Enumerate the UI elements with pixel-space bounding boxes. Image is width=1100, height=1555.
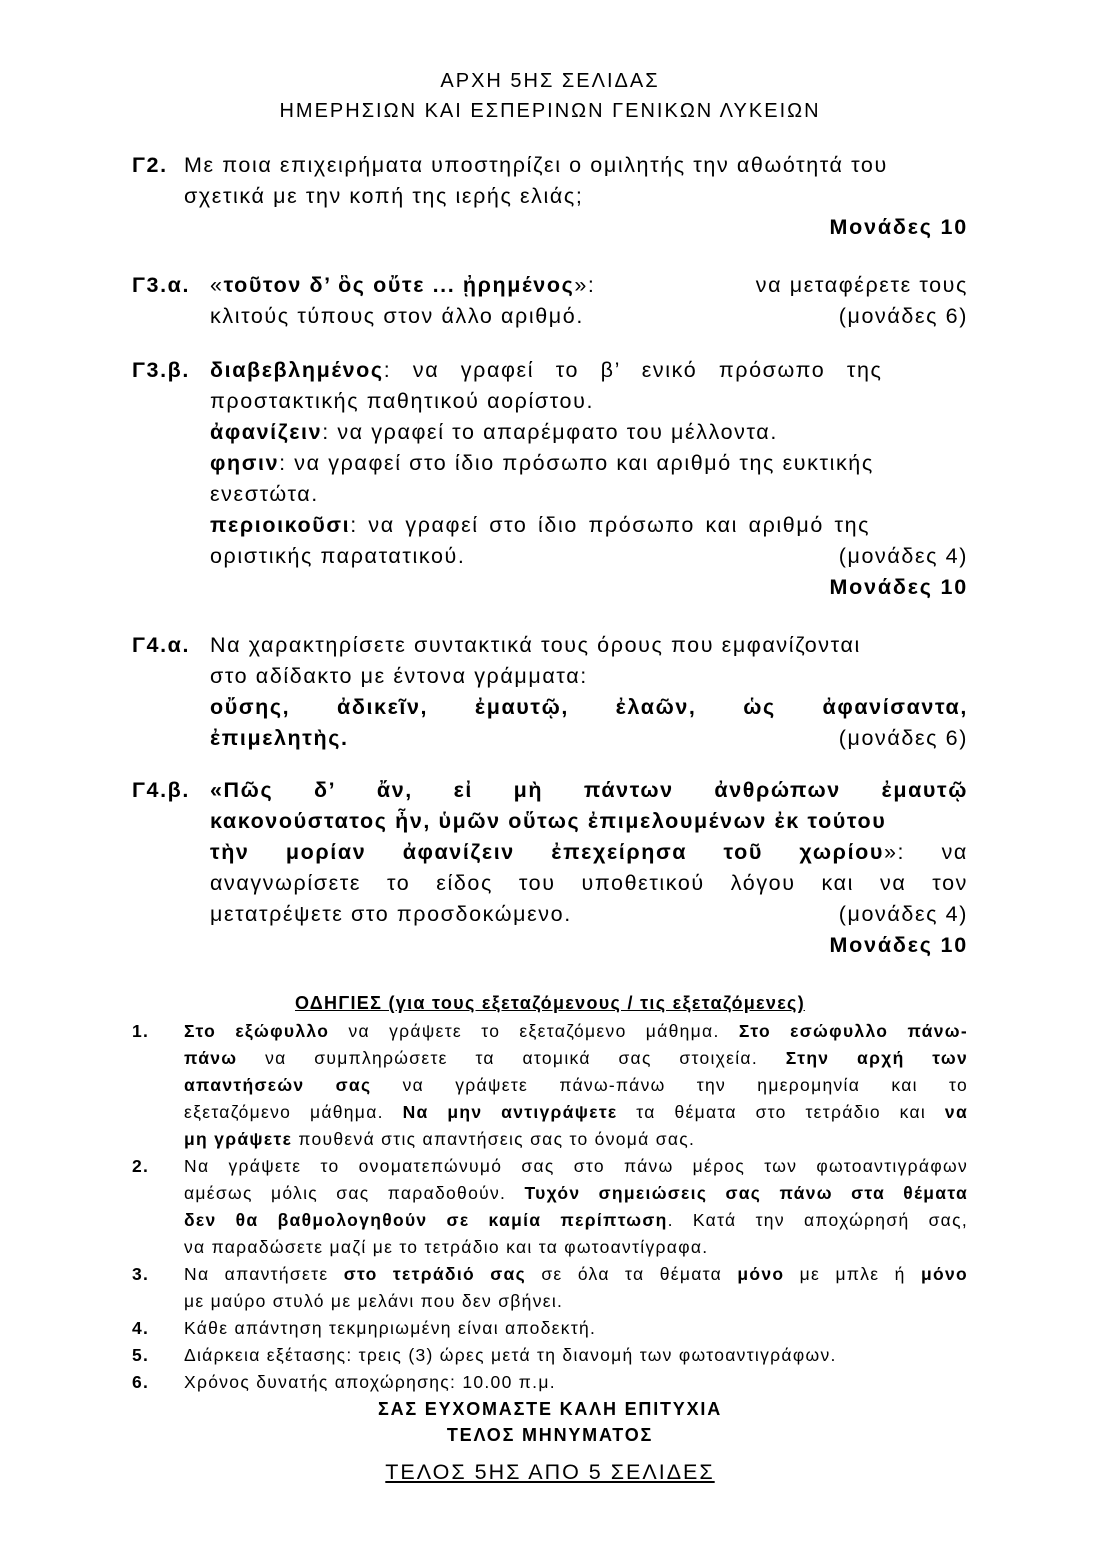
instruction-line xyxy=(184,1045,968,1072)
greek-term: ἐμαυτῷ, xyxy=(474,695,569,719)
question-g3a: Γ3.α. «τοῦτον δ’ ὃς οὔτε ... ᾐρημένος»: να μεταφέρετε τους κλιτούς τύπους στον άλλο αριθμό. (μονάδες 6) xyxy=(132,270,968,332)
question-text: ενεστώτα. xyxy=(210,482,319,506)
question-text: οριστικής παρατατικού. xyxy=(210,544,466,568)
instruction-emphasis: Στο εξώφυλλο xyxy=(184,1021,330,1041)
instruction-emphasis: δεν θα βαθμολογηθούν σε καμία περίπτωση xyxy=(184,1210,668,1230)
question-text: κλιτούς τύπους στον άλλο αριθμό. xyxy=(210,304,584,328)
instruction-line xyxy=(184,1099,968,1126)
instruction-line xyxy=(184,1288,968,1315)
greek-term: περιοικοῦσι xyxy=(210,513,351,537)
units-label: Μονάδες 10 xyxy=(829,933,968,957)
instruction-text: να συμπληρώσετε τα ατομικά σας στοιχεία. xyxy=(237,1048,786,1068)
points-label: (μονάδες 6) xyxy=(838,726,968,750)
closing-block xyxy=(0,1396,1100,1448)
instruction-item xyxy=(132,1369,968,1396)
question-text: να μεταφέρετε τους xyxy=(755,273,968,297)
instruction-text: με μπλε ή xyxy=(784,1264,921,1284)
greek-quote: τὴν μορίαν ἀφανίζειν ἐπεχείρησα τοῦ χωρίου»: να xyxy=(210,840,968,864)
instruction-line xyxy=(184,1234,968,1261)
instruction-line xyxy=(184,1342,968,1369)
instruction-emphasis: μόνο xyxy=(737,1264,785,1284)
instruction-line xyxy=(184,1180,968,1207)
instruction-number: 6. xyxy=(132,1372,150,1392)
end-message: ΤΕΛΟΣ ΜΗΝΥΜΑΤΟΣ xyxy=(446,1425,654,1445)
instruction-line xyxy=(184,1207,968,1234)
greek-quote: τοῦτον δ’ ὃς οὔτε ... ᾐρημένος xyxy=(223,273,575,297)
instruction-text: πουθενά στις απαντήσεις σας το όνομά σας. xyxy=(292,1129,696,1149)
instruction-text: αμέσως μόλις σας παραδοθούν. xyxy=(184,1183,525,1203)
instruction-text: Να γράψετε το ονοματεπώνυμό σας στο πάνω μέρος των φωτοαντιγράφων xyxy=(184,1156,968,1176)
question-text: σχετικά με την κοπή της ιερής ελιάς; xyxy=(184,184,584,208)
question-label: Γ3.β. xyxy=(132,358,190,382)
instruction-item xyxy=(132,1261,968,1315)
page-header xyxy=(0,66,1100,126)
greek-term: οὔσης, xyxy=(210,695,291,719)
greek-term: ἐλαῶν, xyxy=(615,695,697,719)
question-text: προστακτικής παθητικού αορίστου. xyxy=(210,389,595,413)
instructions-list xyxy=(132,1018,968,1396)
greek-term: φησιν xyxy=(210,451,280,475)
greek-term: ἀφανίζειν xyxy=(210,420,323,444)
instruction-text: Διάρκεια εξέτασης: τρεις (3) ώρες μετά τη διανομή των φωτοαντιγράφων. xyxy=(184,1345,837,1365)
instruction-text: Κάθε απάντηση τεκμηριωμένη είναι αποδεκτή. xyxy=(184,1318,597,1338)
instruction-number: 3. xyxy=(132,1264,150,1284)
instruction-text: Να απαντήσετε xyxy=(184,1264,344,1284)
instruction-line xyxy=(184,1018,968,1045)
header-line-2: ΗΜΕΡΗΣΙΩΝ ΚΑΙ ΕΣΠΕΡΙΝΩΝ ΓΕΝΙΚΩΝ ΛΥΚΕΙΩΝ xyxy=(279,100,821,122)
instruction-line xyxy=(184,1261,968,1288)
points-label: (μονάδες 4) xyxy=(838,544,968,568)
instruction-emphasis: Στην αρχή των xyxy=(785,1048,968,1068)
instruction-number: 4. xyxy=(132,1318,150,1338)
instruction-text: σε όλα τα θέματα xyxy=(526,1264,738,1284)
instruction-number: 2. xyxy=(132,1156,150,1176)
greek-term: ἀδικεῖν, xyxy=(337,695,429,719)
instruction-text: να γράψετε πάνω-πάνω την ημερομηνία και το xyxy=(371,1075,968,1095)
question-label: Γ4.β. xyxy=(132,778,190,802)
instruction-emphasis: Να μην αντιγράψετε xyxy=(402,1102,618,1122)
instruction-emphasis: στο τετράδιό σας xyxy=(343,1264,527,1284)
question-g2 xyxy=(132,150,968,243)
instruction-text: να παραδώσετε μαζί με το τετράδιο και τα φωτοαντίγραφα. xyxy=(184,1237,709,1257)
instruction-item xyxy=(132,1315,968,1342)
instruction-emphasis: Τυχόν σημειώσεις σας πάνω στα θέματα xyxy=(524,1183,969,1203)
instruction-line xyxy=(184,1072,968,1099)
instruction-number: 1. xyxy=(132,1021,150,1041)
instruction-emphasis: μόνο xyxy=(920,1264,969,1284)
points-label: (μονάδες 4) xyxy=(838,902,968,926)
instruction-text: να γράψετε το εξεταζόμενο μάθημα. xyxy=(329,1021,739,1041)
instruction-text: εξεταζόμενο μάθημα. xyxy=(184,1102,403,1122)
page-footer: ΤΕΛΟΣ 5ΗΣ ΑΠΟ 5 ΣΕΛΙΔΕΣ xyxy=(385,1460,715,1484)
instructions-title: ΟΔΗΓΙΕΣ (για τους εξεταζόμενους / τις εξεταζόμενες) xyxy=(294,993,806,1013)
instruction-line xyxy=(184,1153,968,1180)
question-g4b xyxy=(132,775,968,961)
question-label: Γ2. xyxy=(132,153,168,177)
instruction-emphasis: μη γράψετε xyxy=(184,1129,293,1149)
greek-quote: «Πῶς δ’ ἄν, εἰ μὴ πάντων ἀνθρώπων ἐμαυτῷ xyxy=(210,778,968,802)
greek-term: ἐπιμελητὴς. xyxy=(210,726,349,750)
instruction-emphasis: απαντήσεών σας xyxy=(184,1075,372,1095)
instruction-emphasis: Στο εσώφυλλο πάνω- xyxy=(738,1021,968,1041)
instruction-emphasis: να xyxy=(944,1102,968,1122)
header-line-1: ΑΡΧΗ 5ΗΣ ΣΕΛΙΔΑΣ xyxy=(440,70,660,92)
greek-terms-row xyxy=(210,692,968,723)
greek-term: διαβεβλημένος xyxy=(210,358,384,382)
instruction-item xyxy=(132,1342,968,1369)
instruction-item xyxy=(132,1018,968,1153)
units-label: Μονάδες 10 xyxy=(829,575,968,599)
question-text: Να χαρακτηρίσετε συντακτικά τους όρους που εμφανίζονται xyxy=(210,633,861,657)
instruction-text: με μαύρο στυλό με μελάνι που δεν σβήνει. xyxy=(184,1291,564,1311)
question-text: αναγνωρίσετε το είδος του υποθετικού λόγου και να τον xyxy=(210,871,968,895)
closing-wish: ΣΑΣ ΕΥΧΟΜΑΣΤΕ ΚΑΛΗ ΕΠΙΤΥΧΙΑ xyxy=(377,1399,723,1419)
question-text: στο αδίδακτο με έντονα γράμματα: xyxy=(210,664,588,688)
units-label: Μονάδες 10 xyxy=(829,215,968,239)
instruction-text: . Κατά την αποχώρησή σας, xyxy=(667,1210,968,1230)
greek-term: ὡς xyxy=(743,695,776,719)
question-g4a xyxy=(132,630,968,754)
instruction-line xyxy=(184,1315,968,1342)
instruction-item xyxy=(132,1153,968,1261)
greek-term: ἀφανίσαντα, xyxy=(822,695,968,719)
instruction-number: 5. xyxy=(132,1345,150,1365)
question-text: Με ποια επιχειρήματα υποστηρίζει ο ομιλητής την αθωότητά του xyxy=(184,153,888,177)
points-label: (μονάδες 6) xyxy=(838,304,968,328)
greek-quote: κακονούστατος ἦν, ὑμῶν οὕτως ἐπιμελουμένων ἐκ τούτου xyxy=(210,809,887,833)
instruction-text: Χρόνος δυνατής αποχώρησης: 10.00 π.μ. xyxy=(184,1372,556,1392)
instruction-line xyxy=(184,1369,968,1396)
instruction-text: τα θέματα στο τετράδιο και xyxy=(617,1102,945,1122)
question-label: Γ3.α. xyxy=(132,273,191,297)
instruction-emphasis: πάνω xyxy=(184,1048,238,1068)
question-g3b: Γ3.β. διαβεβλημένος: να γραφεί το β’ ενικό πρόσωπο της προστακτικής παθητικού αορίστου. ἀφανίζειν: να γραφεί το απαρέμφατο του μέλλοντα. φησιν: να γραφεί στο ίδιο πρόσωπο και αριθμό της ευκτικής ενεστώτα. περιοικοῦσι: να γραφεί στο ίδιο πρόσωπο και αριθμό της οριστικής παρατατικού. (μονάδες 4) Μονάδες 10 xyxy=(132,355,968,603)
instruction-line xyxy=(184,1126,968,1153)
question-label: Γ4.α. xyxy=(132,633,191,657)
question-text: μετατρέψετε στο προσδοκώμενο. xyxy=(210,902,572,926)
